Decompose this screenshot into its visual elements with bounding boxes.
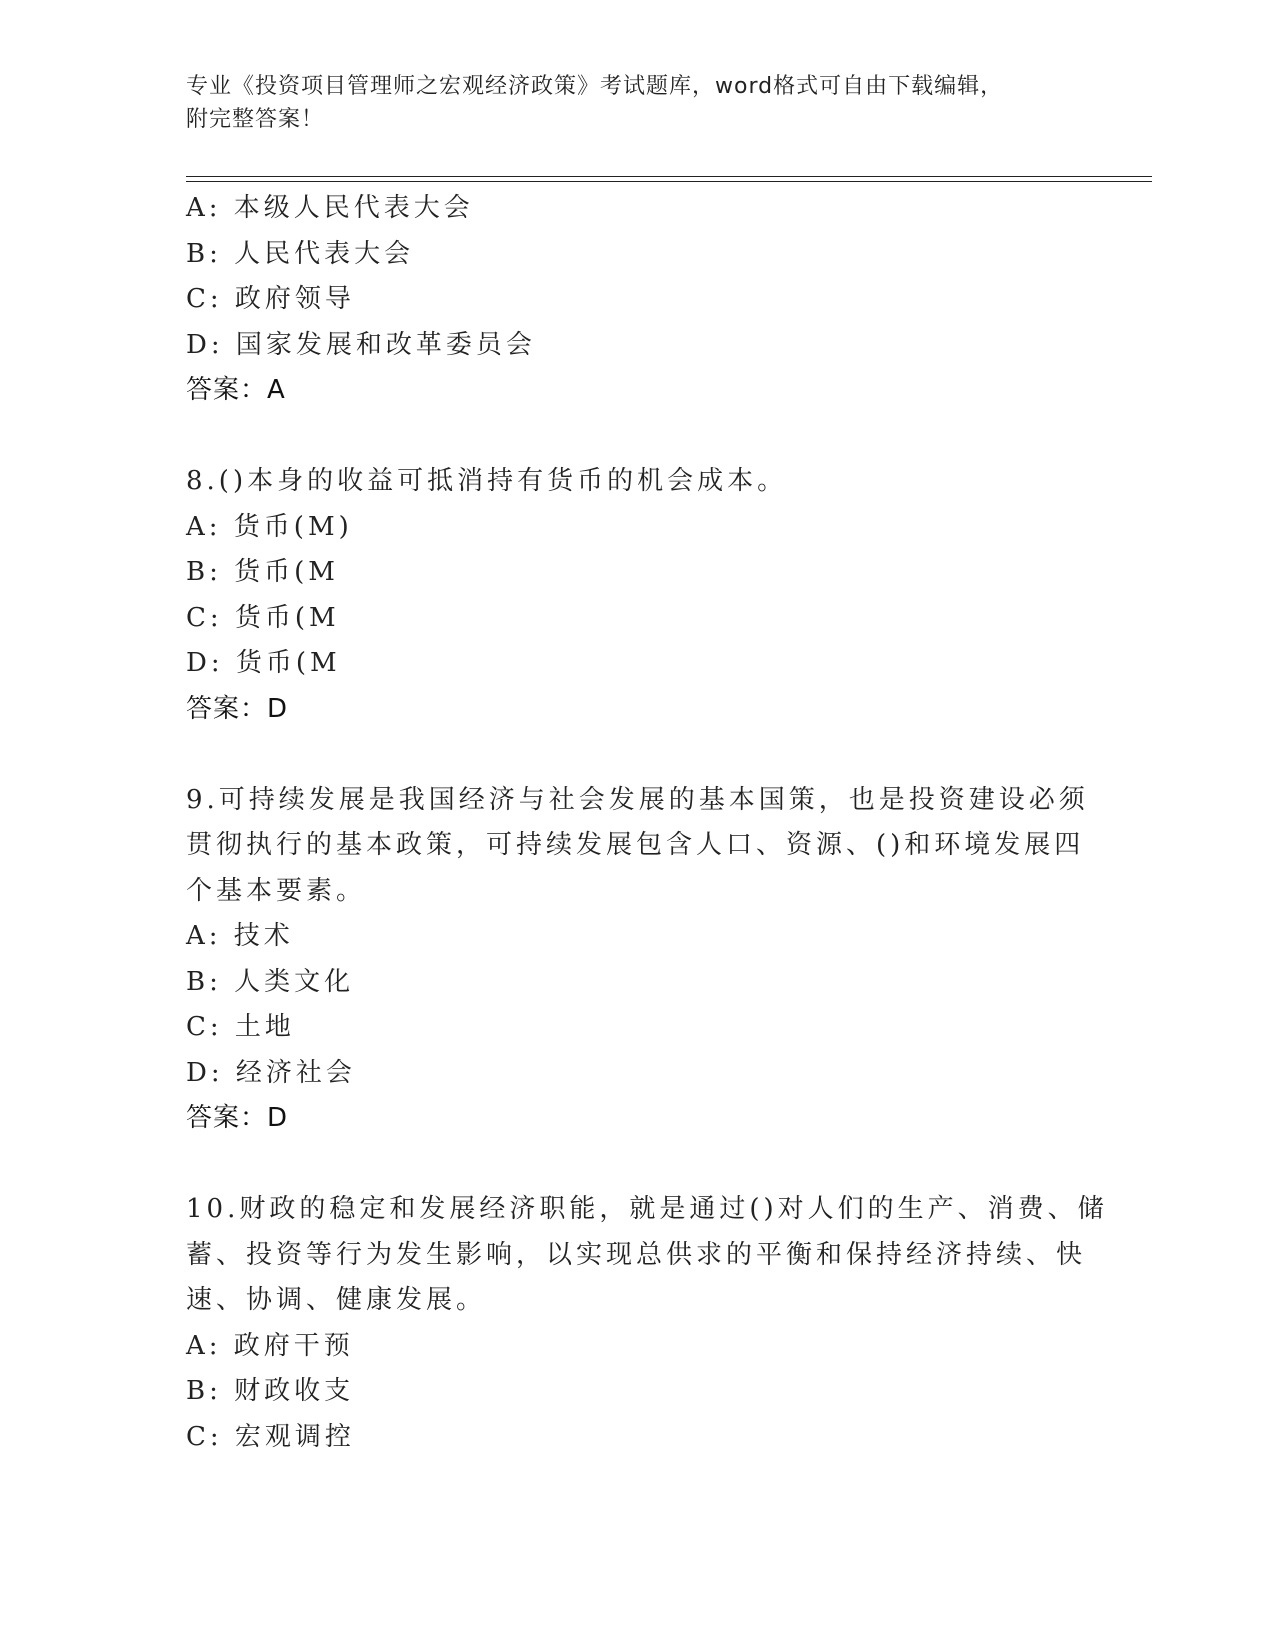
answer: 答案：A xyxy=(186,375,286,405)
answer: 答案：D xyxy=(186,1103,289,1133)
option-a: A: 货币(M) xyxy=(186,511,353,542)
question-text-line: 8.()本身的收益可抵消持有货币的机会成本。 xyxy=(186,466,788,496)
option-c: C: 货币(M xyxy=(186,602,340,633)
question-text xyxy=(186,778,1089,915)
question-text-line: 9.可持续发展是我国经济与社会发展的基本国策，也是投资建设必须 xyxy=(186,784,1089,815)
document-header xyxy=(186,70,1086,136)
option-c: C: 土地 xyxy=(186,1012,295,1042)
question-9 xyxy=(186,778,1089,1142)
header-line-1: 专业《投资项目管理师之宏观经济政策》考试题库，word格式可自由下载编辑， xyxy=(186,74,1004,99)
question-7-continued xyxy=(186,186,1086,414)
header-rule-top xyxy=(186,176,1152,177)
question-text-line: 10.财政的稳定和发展经济职能，就是通过()对人们的生产、消费、储 xyxy=(186,1194,1108,1224)
option-a: A: 政府干预 xyxy=(186,1330,354,1361)
option-c: C: 政府领导 xyxy=(186,284,355,314)
question-text-line: 蓄、投资等行为发生影响，以实现总供求的平衡和保持经济持续、快 xyxy=(186,1239,1087,1270)
question-text xyxy=(186,1187,1108,1324)
question-8 xyxy=(186,459,1086,732)
option-b: B: 财政收支 xyxy=(186,1376,355,1406)
question-10 xyxy=(186,1187,1108,1460)
option-c: C: 宏观调控 xyxy=(186,1421,355,1452)
option-b: B: 人民代表大会 xyxy=(186,238,415,269)
option-a: A: 技术 xyxy=(186,921,294,951)
option-b: B: 货币(M xyxy=(186,557,339,587)
header-rule-bottom xyxy=(186,181,1152,182)
question-text xyxy=(186,459,1086,505)
option-d: D: 国家发展和改革委员会 xyxy=(186,329,536,360)
option-d: D: 经济社会 xyxy=(186,1057,356,1088)
question-list xyxy=(186,186,1108,1460)
answer: 答案：D xyxy=(186,693,289,724)
question-text-line: 速、协调、健康发展。 xyxy=(186,1285,487,1315)
question-text-line: 贯彻执行的基本政策，可持续发展包含人口、资源、()和环境发展四 xyxy=(186,830,1085,860)
option-b: B: 人类文化 xyxy=(186,966,355,997)
header-line-2: 附完整答案！ xyxy=(186,107,325,132)
question-text-line: 个基本要素。 xyxy=(186,875,367,906)
option-a: A: 本级人民代表大会 xyxy=(186,193,474,223)
option-d: D: 货币(M xyxy=(186,648,341,678)
